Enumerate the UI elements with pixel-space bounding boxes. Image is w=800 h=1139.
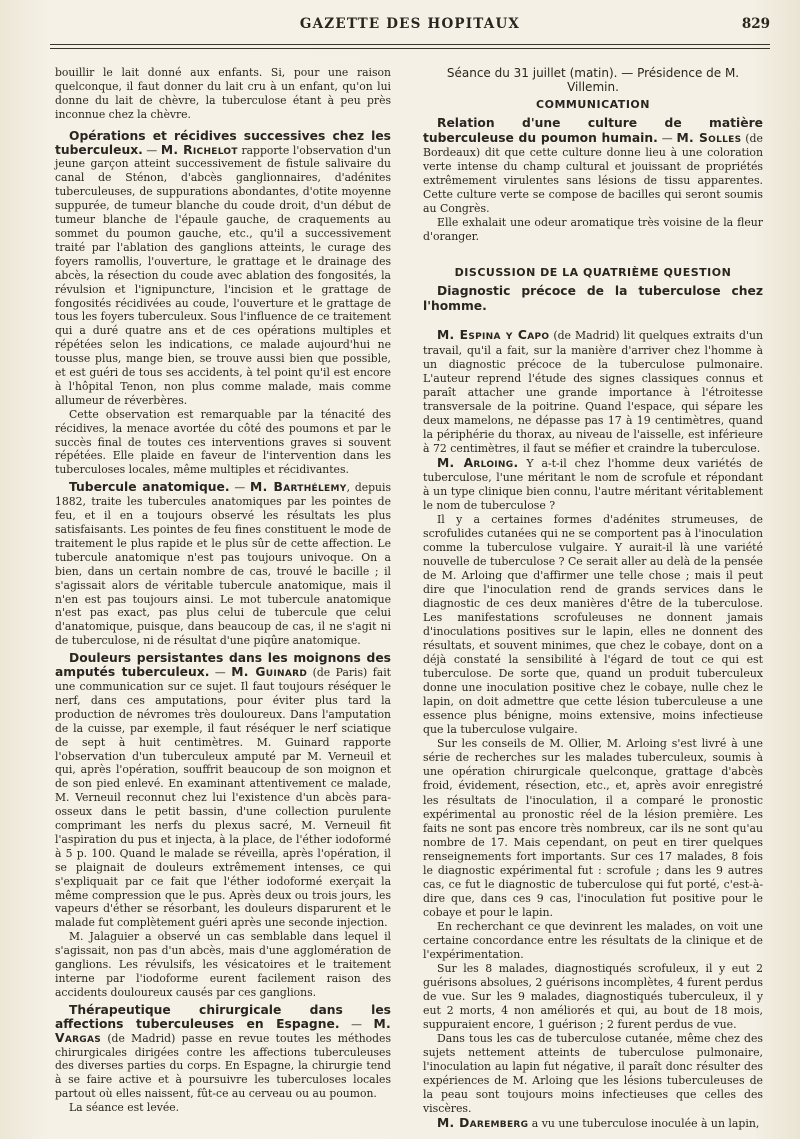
author-name: M. Barthélemy — [250, 480, 347, 495]
paragraph: M. Jalaguier a observé un cas semblable dans lequel il s'agissait, non pas d'un abcès, mais d'une agglomération de ganglions. Les révulsifs, les vésicatoires et le traitement interne par l'iodoforme eurent facilement raison des accidents douloureux causés par ces ganglions. — [55, 930, 391, 999]
section-heading — [423, 284, 763, 314]
author-name: M. Solles — [676, 131, 742, 146]
author-name: M. Vargas — [55, 1016, 392, 1045]
page-header — [50, 16, 770, 38]
author-name: M. Guinard — [231, 665, 308, 680]
right-column — [423, 66, 763, 1131]
paragraph: Sur les conseils de M. Ollier, M. Arloing s'est livré à une série de recherches sur les malades tuberculeux, soumis à une opération chirurgicale quelconque, grattage d'abcès froid, évidement, résection, etc., et, après avoir enregistré les résultats de l'inoculation, il a comparé le pronostic expérimental au pronostic réel de la lésion première. Les faits ne sont pas encore très nombreux, car ils ne sont qu'au nombre de 17. Mais cependant, on peut en tirer quelques renseignements fort importants. Sur ces 17 malades, 8 fois le diagnostic expérimental fut : scrofule ; dans les 9 autres cas, ce fut le diagnostic de tuberculose qui fut porté, c'est-à-dire que, dans ces 9 cas, l'inoculation fut positive pour le cobaye et pour le lapin. — [423, 737, 763, 919]
article-body: (de Paris) fait une communication sur ce sujet. Il faut toujours réséquer le nerf, dans ces amputations, pour éviter plus tard la production de névromes très douloureux. Dans l'amputation de la cuisse, par exemple, il faut réséquer le nerf sciatique de sept à huit centimètres. M. Guinard rapporte l'observation d'un tuberculeux amputé par M. Verneuil et qui, après l'opération, souffrit beaucoup de son moignon et de son pied enlevé. En examinant attentivement ce malade, M. Verneuil reconnut chez lui l'existence d'un abcès para-osseux dans le petit bassin, d'une collection purulente comprimant les nerfs du plexus sacré, M. Verneuil fit l'aspiration du pus et injecta, à la place, de l'éther iodoformé à 5 p. 100. Quand le malade se réveilla, après l'opération, il se plaignait de douleurs extrêmement intenses, ce qui s'expliquait par ce fait que l'éther iodoformé exerçait la même compression que le pus. Après deux ou trois jours, les vapeurs d'éther se résorbant, les douleurs disparurent et le malade fut complètement guéri après une seconde injection. — [55, 666, 391, 930]
header-rule — [50, 44, 770, 45]
continued-paragraph: bouillir le lait donné aux enfants. Si, pour une raison quelconque, il faut donner du lait cru à un enfant, qu'on lui donne du lait de chèvre, la tuberculose étant à peu près inconnue chez la chèvre. — [55, 66, 391, 121]
session-line: Séance du 31 juillet (matin). — Présidence de M. Villemin. — [446, 66, 740, 95]
paragraph: Dans tous les cas de tuberculose cutanée, même chez des sujets nettement atteints de tuberculose pulmonaire, l'inoculation au lapin fut négative, il paraît donc résulter des expériences de M. Arloing que les lésions tuberculeuses de la peau sont toujours moins infectieuses que celles des viscères. — [423, 1032, 763, 1116]
article-body: a vu une tuberculose inoculée à un lapin, — [528, 1117, 760, 1131]
article-body: , depuis 1882, traite les tubercules anatomiques par les pointes de feu, et il en a toujours observé les résultats les plus satisfaisants. Les pointes de feu fines constituent le mode de traitement le plus rapide et le plus sûr de cette affection. Le tubercule anatomique n'est pas toujours univoque. On a bien, dans un certain nombre de cas, trouvé le bacille ; il s'agissait alors de véritable tubercule anatomique, mais il n'en est pas toujours ainsi. Le mot tubercule anatomique n'est pas exact, pas plus celui de tubercule que celui d'anatomique, puisque, dans beaucoup de cas, il ne s'agit ni de tuberculose, ni de résultat d'une piqûre anatomique. — [55, 481, 391, 648]
article-douleurs-moignons: Douleurs persistantes dans les moignons des amputés tuberculeux. — M. Guinard (de Paris) fait une communication sur ce sujet. Il faut toujours réséquer le nerf, dans ces amputations, pour éviter plus tard la production de névromes très douloureux. Dans l'amputation de la cuisse, par exemple, il faut réséquer le nerf sciatique de sept à huit centimètres. M. Guinard rapporte l'observation d'un tuberculeux amputé par M. Verneuil et qui, après l'opération, souffrit beaucoup de son moignon et de son pied enlevé. En examinant attentivement ce malade, M. Verneuil reconnut chez lui l'existence d'un abcès para-osseux dans le petit bassin, d'une collection purulente comprimant les nerfs du plexus sacré, M. Verneuil fit l'aspiration du pus et injecta, à la place, de l'éther iodoformé à 5 p. 100. Quand le malade se réveilla, après l'opération, il se plaignait de douleurs extrêmement intenses, ce qui s'expliquait par ce fait que l'éther iodoformé exerçait la même compression que le pus. Après deux ou trois jours, les vapeurs d'éther se résorbant, les douleurs disparurent et le malade fut complètement guéri après une seconde injection. — [55, 651, 391, 930]
article-body: (de Bordeaux) dit que cette culture donne lieu à une coloration verte intense du champ cultural et jouissant de propriétés extrêmement virulentes sans lésions de tissu apparentes. Cette culture verte se compose de bacilles qui seront soumis au Congrès. — [423, 132, 763, 216]
author-name: M. Daremberg — [437, 1116, 529, 1131]
article-operations-recidives: Opérations et récidives successives chez les tuberculeux. — M. Richelot rapporte l'observation d'un jeune garçon atteint successivement de fistule salivaire du canal de Sténon, d'abcès ganglionnaires, d'adénites tuberculeuses, de suppurations abondantes, d'otite moyenne suppurée, de tumeur blanche du coude droit, d'un début de tumeur blanche de l'épaule gauche, de craquements au sommet du poumon gauche, etc., qu'il a successivement traité par l'ablation des ganglions atteints, le curage des foyers ramollis, l'ouverture, le grattage et le drainage des abcès, la résection du coude avec ablation des fongosités, la révulsion et l'ignipuncture, l'incision et le grattage de fongosités récidivées au coude, l'ouverture et le grattage de tous les foyers tuberculeux. Sous l'influence de ce traitement qui a duré quatre ans et de ces opérations multiples et répétées selon les indications, ce malade aujourd'hui ne tousse plus, mange bien, se trouve aussi bien que possible, et est guéri de tous ses accidents, à tel point qu'il est encore à l'hôpital Tenon, non plus comme malade, mais comme allumeur de réverbères. — [55, 128, 391, 407]
author-name: M. Richelot — [160, 142, 238, 157]
author-name: M. Espina y Capo — [437, 328, 550, 343]
article-daremberg — [423, 1116, 763, 1131]
paragraph: Il y a certaines formes d'adénites strumeuses, de scrofulides cutanées qui ne se comportent pas à l'inoculation comme la tuberculose vulgaire. Y aurait-il là une variété nouvelle de tuberculose ? Ce serait aller au delà de la pensée de M. Arloing que d'affirmer une telle chose ; mais il peut dire que l'inoculation rend de grands services dans le diagnostic de ces deux manières d'être de la tuberculose. Les manifestations scrofuleuses ne donnent jamais d'inoculations positives sur le lapin, elles ne donnent des résultats, et souvent minimes, que chez le cobaye, dont on a déjà constaté la sensibilité à l'égard de tout ce qui est tuberculose. De sorte que, quand un produit tuberculeux donne une inoculation positive chez le cobaye, nulle chez le lapin, on doit admettre que cette lésion tuberculeuse a une essence plus bénigne, moins extensive, moins infectieuse que la tuberculose vulgaire. — [423, 512, 763, 737]
article-body: rapporte l'observation d'un jeune garçon atteint successivement de fistule salivaire du canal de Sténon, d'abcès ganglionnaires, d'adénites tuberculeuses, de suppurations abondantes, d'otite moyenne suppurée, de tumeur blanche du coude droit, d'un début de tumeur blanche de l'épaule gauche, de craquements au sommet du poumon gauche, etc., qu'il a successivement traité par l'ablation des ganglions atteints, le curage des foyers ramollis, l'ouverture, le grattage et le drainage des abcès, la résection du coude avec ablation des fongosités, la révulsion et l'ignipuncture, l'incision et le grattage de fongosités récidivées au coude, l'ouverture et le grattage de tous les foyers tuberculeux. Sous l'influence de ce traitement qui a duré quatre ans et de ces opérations multiples et répétées selon les indications, ce malade aujourd'hui ne tousse plus, mange bien, se trouve aussi bien que possible, et est guéri de tous ses accidents, à tel point qu'il est encore à l'hôpital Tenon, non plus comme malade, mais comme allumeur de réverbères. — [55, 143, 391, 407]
article-body: (de Madrid) passe en revue toutes les méthodes chirurgicales dirigées contre les affections tuberculeuses des diverses parties du corps. En Espagne, la chirurgie tend à se faire active et à poursuivre les tuberculoses locales partout où elles naissent, fût-ce au cerveau ou au poumon. — [55, 1031, 391, 1101]
article-therapeutique-espagne: Thérapeutique chirurgicale dans les affections tuberculeuses en Espagne. — M. Vargas (de Madrid) passe en revue toutes les méthodes chirurgicales dirigées contre les affections tuberculeuses des diverses parties du corps. En Espagne, la chirurgie tend à se faire active et à poursuivre les tuberculoses locales partout où elles naissent, fût-ce au cerveau ou au poumon. — [55, 1002, 392, 1101]
paragraph: Elle exhalait une odeur aromatique très voisine de la fleur d'oranger. — [423, 216, 763, 244]
article-heading: Douleurs persistantes dans les moignons des amputés tuberculeux. — [55, 651, 391, 680]
paragraph: En recherchant ce que devinrent les malades, on voit une certaine concordance entre les résultats de la clinique et de l'expérimentation. — [423, 919, 763, 961]
paragraph: Sur les 8 malades, diagnostiqués scrofuleux, il y eut 2 guérisons absolues, 2 guérisons incomplètes, 4 furent perdus de vue. Sur les 9 malades, diagnostiqués tuberculeux, il y eut 2 morts, 4 non améliorés et qui, au bout de 18 mois, suppuraient encore, 1 guérison ; 2 furent perdus de vue. — [423, 961, 763, 1031]
header-rule-double — [50, 48, 770, 49]
article-heading: Tubercule anatomique. — [69, 480, 230, 495]
paragraph: Cette observation est remarquable par la ténacité des récidives, la menace avortée du côté des poumons et par le succès final de toutes ces interventions graves si souvent répétées. Elle plaide en faveur de l'intervention dans les tuberculoses locales, même multiples et récidivantes. — [55, 407, 391, 477]
article-arloing — [423, 456, 763, 513]
article-body: (de Madrid) lit quelques extraits d'un travail, qu'il a fait, sur la manière d'arriver chez l'homme à un diagnostic précoce de la tuberculose pulmonaire. L'auteur reprend l'étude des signes classiques connus et paraît attacher une grande importance à l'étroitesse transversale de la poitrine. Quand l'espace, qui sépare les deux mamelons, ne dépasse pas 17 à 19 centimètres, quand la périphérie du thorax, au niveau de l'aisselle, est inférieure à 72 centimètres, il faut se méfier et craindre la tuberculose. — [423, 329, 763, 455]
article-heading: Relation d'une culture de matière tuberculeuse du poumon humain. — [423, 116, 763, 146]
article-heading: Diagnostic précoce de la tuberculose chez l'homme. — [423, 284, 763, 314]
article-heading: Opérations et récidives successives chez les tuberculeux. — [55, 128, 391, 157]
article-heading: Thérapeutique chirurgicale dans les affections tuberculeuses en Espagne. — [55, 1002, 391, 1031]
closing-line: La séance est levée. — [69, 1101, 180, 1115]
article-culture-verte: Relation d'une culture de matière tuberculeuse du poumon humain. — M. Solles (de Bordeaux) dit que cette culture donne lieu à une coloration verte intense du champ cultural et jouissant de propriétés extrêmement virulentes sans lésions de tissu apparentes. Cette culture verte se compose de bacilles qui seront soumis au Congrès. — [423, 116, 763, 216]
article-espina — [423, 328, 763, 455]
article-tubercule-anatomique: Tubercule anatomique. — M. Barthélemy, depuis 1882, traite les tubercules anatomiques par les pointes de feu, et il en a toujours observé les résultats les plus satisfaisants. Les pointes de feu fines constituent le mode de traitement le plus rapide et le plus sûr de cette affection. Le tubercule anatomique n'est pas toujours univoque. On a bien, dans un certain nombre de cas, trouvé le bacille ; il s'agissait alors de véritable tubercule anatomique, mais il n'en est pas toujours ainsi. Le mot tubercule anatomique n'est pas exact, pas plus celui de tubercule que celui d'anatomique, puisque, dans beaucoup de cas, il ne s'agit ni de tuberculose, ni de résultat d'une piqûre anatomique. — [55, 480, 391, 648]
discussion-title: DISCUSSION DE LA QUATRIÈME QUESTION — [454, 266, 732, 280]
running-title: GAZETTE DES HOPITAUX — [299, 16, 521, 32]
page-number: 829 — [741, 16, 770, 32]
article-body: Y a-t-il chez l'homme deux variétés de tuberculose, l'une méritant le nom de scrofule et répondant à un type clinique bien connu, l'autre méritant véritablement le nom de tuberculose ? — [423, 456, 763, 512]
left-column — [55, 66, 391, 1115]
communication-title: COMMUNICATION — [536, 98, 650, 112]
author-name: M. Arloing. — [437, 455, 519, 470]
